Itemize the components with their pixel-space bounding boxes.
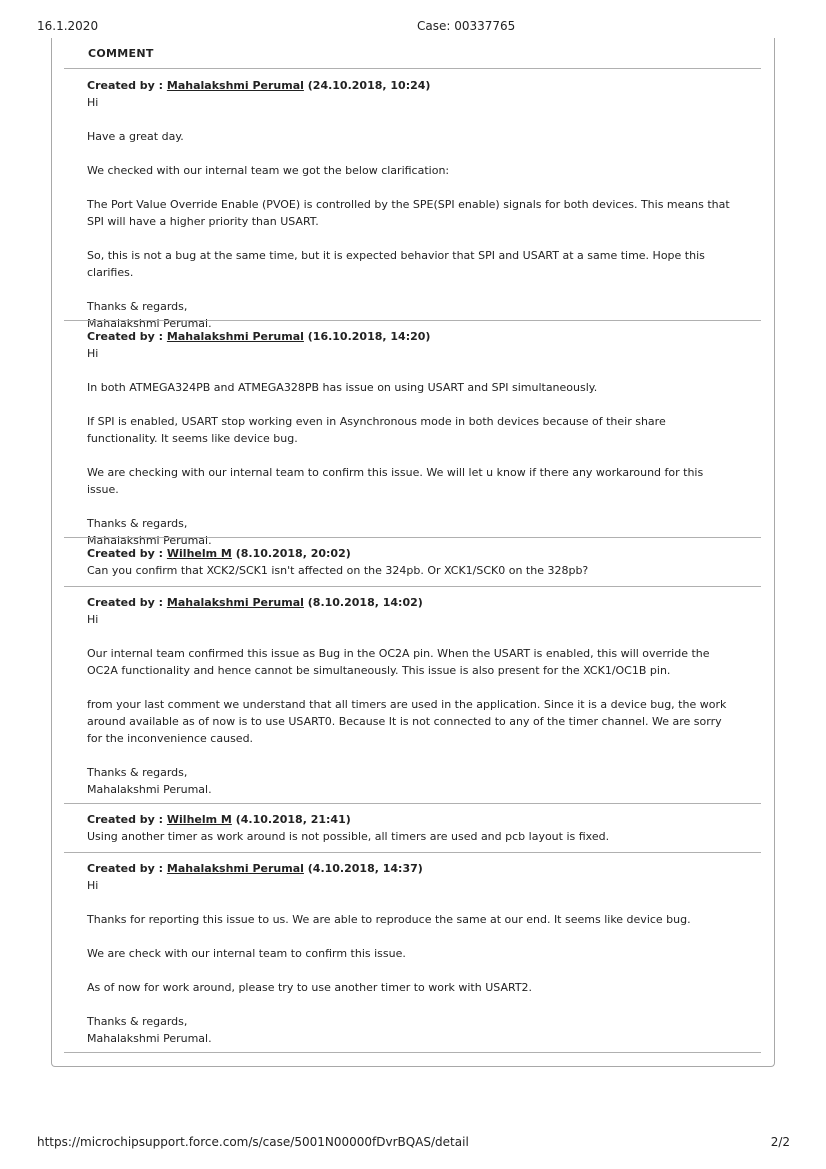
comment-date: (8.10.2018, 14:02) bbox=[307, 596, 423, 609]
comment-date: (4.10.2018, 21:41) bbox=[235, 813, 351, 826]
comment-paragraph: We checked with our internal team we got the below clarification: bbox=[87, 164, 450, 177]
comment-meta bbox=[87, 811, 737, 828]
comment-date: (8.10.2018, 20:02) bbox=[235, 547, 351, 560]
created-by-label: Created by : bbox=[87, 596, 167, 609]
page-url: https://microchipsupport.force.com/s/case/5001N00000fDvrBQAS/detail bbox=[37, 1135, 469, 1149]
comment-paragraph: Can you confirm that XCK2/SCK1 isn't affected on the 324pb. Or XCK1/SCK0 on the 328pb? bbox=[87, 564, 589, 577]
section-heading: COMMENT bbox=[88, 47, 154, 60]
comment-paragraph: Thanks & regards, Mahalakshmi Perumal. bbox=[87, 300, 212, 330]
comment-date: (24.10.2018, 10:24) bbox=[307, 79, 431, 92]
comment-paragraph: Hi bbox=[87, 613, 102, 626]
comment-paragraph: Hi bbox=[87, 347, 102, 360]
created-by-label: Created by : bbox=[87, 862, 167, 875]
comment-body bbox=[87, 877, 737, 1047]
comment-item bbox=[87, 811, 737, 845]
author-link[interactable]: Mahalakshmi Perumal bbox=[166, 330, 304, 343]
author-link[interactable]: Wilhelm M bbox=[166, 813, 232, 826]
comment-body bbox=[87, 94, 737, 332]
comment-body bbox=[87, 345, 737, 549]
comment-paragraph: Thanks & regards, Mahalakshmi Perumal. bbox=[87, 1015, 212, 1045]
comment-meta bbox=[87, 77, 737, 94]
comment-paragraph: Hi bbox=[87, 879, 102, 892]
heading-divider bbox=[64, 68, 761, 69]
comment-item bbox=[87, 594, 737, 798]
comment-divider bbox=[64, 537, 761, 538]
comment-divider bbox=[64, 320, 761, 321]
comment-date: (4.10.2018, 14:37) bbox=[307, 862, 423, 875]
comment-paragraph: As of now for work around, please try to use another timer to work with USART2. bbox=[87, 981, 533, 994]
created-by-label: Created by : bbox=[87, 330, 167, 343]
comment-paragraph: In both ATMEGA324PB and ATMEGA328PB has issue on using USART and SPI simultaneously. bbox=[87, 381, 598, 394]
comment-paragraph: So, this is not a bug at the same time, but it is expected behavior that SPI and USART at a same time. Hope this clarifies. bbox=[87, 249, 709, 279]
author-link[interactable]: Mahalakshmi Perumal bbox=[166, 79, 304, 92]
comment-item bbox=[87, 545, 737, 579]
comment-item bbox=[87, 328, 737, 549]
comment-paragraph: from your last comment we understand that all timers are used in the application. Since it is a device bug, the work around available as of now is to use USART0. Because It is not connected to any of the timer channel. We are sorry for the inconvenience caused. bbox=[87, 698, 730, 745]
page-number: 2/2 bbox=[770, 1135, 790, 1149]
comment-paragraph: Thanks & regards, Mahalakshmi Perumal. bbox=[87, 766, 212, 796]
comment-meta bbox=[87, 594, 737, 611]
comment-divider bbox=[64, 803, 761, 804]
comment-item bbox=[87, 77, 737, 332]
comment-body bbox=[87, 562, 737, 579]
comment-paragraph: Have a great day. bbox=[87, 130, 184, 143]
comment-item bbox=[87, 860, 737, 1047]
created-by-label: Created by : bbox=[87, 79, 167, 92]
comment-divider bbox=[64, 586, 761, 587]
created-by-label: Created by : bbox=[87, 813, 167, 826]
author-link[interactable]: Wilhelm M bbox=[166, 547, 232, 560]
comment-date: (16.10.2018, 14:20) bbox=[307, 330, 431, 343]
comment-paragraph: Thanks for reporting this issue to us. We are able to reproduce the same at our end. It seems like device bug. bbox=[87, 913, 691, 926]
comment-paragraph: Using another timer as work around is not possible, all timers are used and pcb layout is fixed. bbox=[87, 830, 610, 843]
print-date: 16.1.2020 bbox=[37, 19, 99, 33]
comment-paragraph: We are check with our internal team to confirm this issue. bbox=[87, 947, 406, 960]
comment-divider bbox=[64, 852, 761, 853]
case-number: Case: 00337765 bbox=[417, 19, 516, 33]
comment-paragraph: Thanks & regards, Mahalakshmi Perumal. bbox=[87, 517, 212, 547]
author-link[interactable]: Mahalakshmi Perumal bbox=[166, 596, 304, 609]
comment-paragraph: We are checking with our internal team to confirm this issue. We will let u know if there any workaround for this issue. bbox=[87, 466, 707, 496]
comment-meta bbox=[87, 545, 737, 562]
created-by-label: Created by : bbox=[87, 547, 167, 560]
comment-meta bbox=[87, 860, 737, 877]
comment-paragraph: The Port Value Override Enable (PVOE) is controlled by the SPE(SPI enable) signals for both devices. This means that SPI will have a higher priority than USART. bbox=[87, 198, 734, 228]
comment-divider bbox=[64, 1052, 761, 1053]
comment-meta bbox=[87, 328, 737, 345]
comment-paragraph: If SPI is enabled, USART stop working even in Asynchronous mode in both devices because of their share functionality. It seems like device bug. bbox=[87, 415, 670, 445]
author-link[interactable]: Mahalakshmi Perumal bbox=[166, 862, 304, 875]
comment-paragraph: Hi bbox=[87, 96, 102, 109]
comment-body bbox=[87, 828, 737, 845]
comment-paragraph: Our internal team confirmed this issue as Bug in the OC2A pin. When the USART is enabled, this will override the OC2A functionality and hence cannot be simultaneously. This issue is also present for the XCK1/OC1B pin. bbox=[87, 647, 714, 677]
comment-body bbox=[87, 611, 737, 798]
